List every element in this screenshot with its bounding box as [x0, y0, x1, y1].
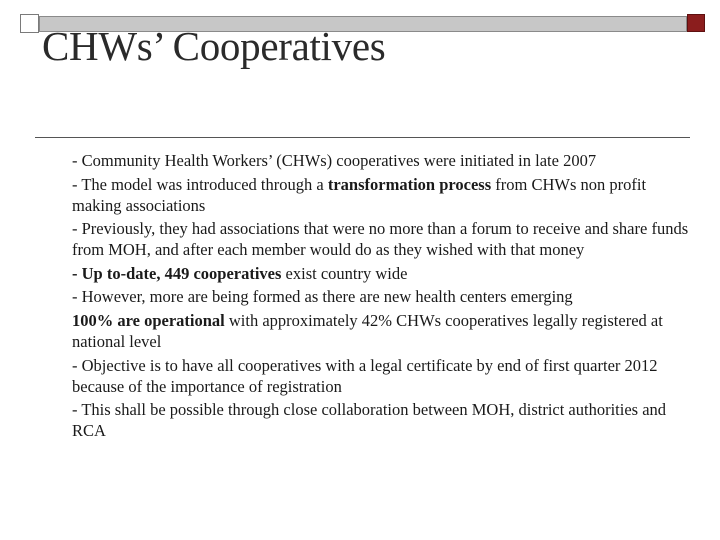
decorative-square-left: [20, 14, 39, 33]
paragraph-objective: [72, 355, 692, 397]
slide-body: [72, 150, 692, 444]
paragraph-initiated: [72, 150, 692, 171]
paragraph-text: with approximately 42% CHWs cooperatives legally registered at national level: [72, 310, 663, 351]
paragraph-text: - However, more are being formed as there are new health centers emerging: [72, 287, 573, 307]
emphasis-text: 100% are operational: [72, 310, 225, 330]
emphasis-text: transformation process: [327, 174, 492, 194]
paragraph-text: exist country wide: [281, 263, 408, 283]
paragraph-model: [72, 174, 692, 216]
paragraph-previously: [72, 218, 692, 260]
paragraph-text: - This shall be possible through close collaboration between MOH, district authorities and RCA: [72, 400, 667, 441]
paragraph-however: [72, 286, 692, 307]
paragraph-collaboration: [72, 399, 692, 441]
emphasis-text: - Up to-date, 449 cooperatives: [72, 263, 282, 283]
paragraph-text: - The model was introduced through a: [72, 174, 328, 194]
paragraph-operational: [72, 310, 692, 352]
decorative-square-accent: [687, 14, 705, 32]
slide-title: CHWs’ Cooperatives: [42, 23, 386, 69]
paragraph-text: - Objective is to have all cooperatives with a legal certificate by end of first quarter 2012 because of the importance of registration: [72, 355, 658, 396]
paragraph-text: - Previously, they had associations that were no more than a forum to receive and share funds from MOH, and after each member would do as they wished with that money: [72, 219, 689, 260]
paragraph-text: - Community Health Workers’ (CHWs) cooperatives were initiated in late 2007: [72, 151, 597, 170]
title-divider: [35, 137, 690, 138]
paragraph-up-to-date: [72, 263, 692, 284]
paragraph-text: from CHWs non profit making associations: [72, 174, 647, 215]
